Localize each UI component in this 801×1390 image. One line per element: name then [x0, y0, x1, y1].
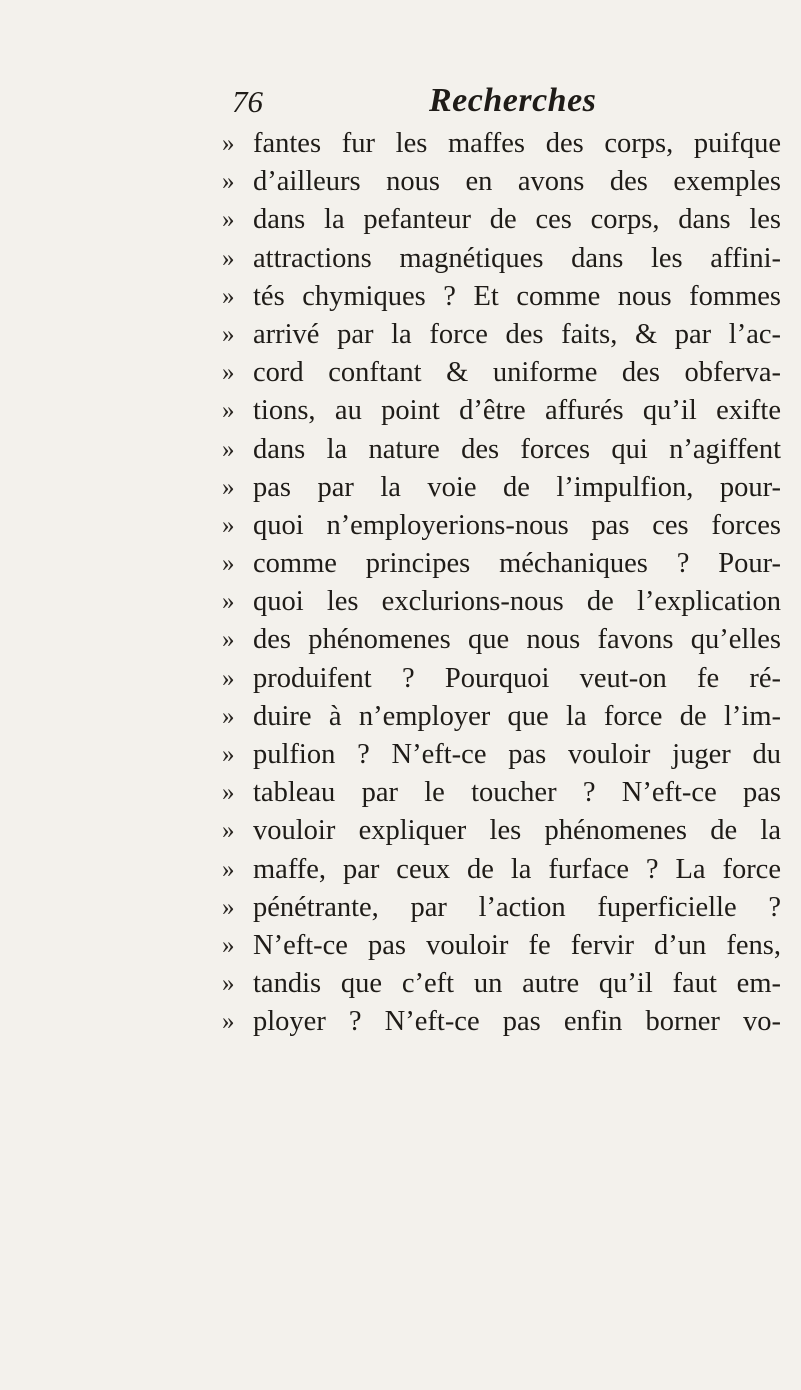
quotation-mark: »: [222, 817, 235, 845]
quotation-mark: »: [222, 1008, 235, 1036]
line-text: tableau par le toucher ? N’eft-ce pas: [253, 777, 781, 809]
line-text: des phénomenes que nous favons qu’elles: [253, 624, 781, 656]
line-text: ployer ? N’eft-ce pas enfin borner vo-: [253, 1006, 781, 1038]
quotation-mark: »: [222, 779, 235, 807]
text-line: [222, 889, 782, 927]
running-title: Recherches: [429, 82, 597, 119]
line-text: vouloir expliquer les phénomenes de la: [253, 815, 781, 847]
text-line: [222, 812, 782, 850]
page-number: 76: [232, 84, 263, 119]
line-text: duire à n’employer que la force de l’im-: [253, 700, 781, 732]
text-line: [222, 660, 782, 698]
text-line: [222, 278, 782, 316]
text-line: [222, 469, 782, 507]
quotation-mark: »: [222, 168, 235, 196]
text-line: [222, 621, 782, 659]
quotation-mark: »: [222, 588, 235, 616]
quotation-mark: »: [222, 206, 235, 234]
line-text: pas par la voie de l’impulfion, pour-: [253, 471, 781, 503]
quotation-mark: »: [222, 550, 235, 578]
line-text: fantes fur les maffes des corps, puifque: [253, 128, 781, 159]
quotation-mark: »: [222, 855, 235, 883]
quotation-mark: »: [222, 970, 235, 998]
quotation-mark: »: [222, 282, 235, 310]
text-line: [222, 927, 782, 965]
text-line: [222, 774, 782, 812]
quotation-mark: »: [222, 473, 235, 501]
line-text: dans la pefanteur de ces corps, dans les: [253, 204, 781, 236]
page-header: [232, 78, 632, 128]
line-text: tions, au point d’être affurés qu’il exifte: [253, 395, 781, 427]
line-text: produifent ? Pourquoi veut-on fe ré-: [253, 662, 781, 694]
line-text: quoi les exclurions-nous de l’explication: [253, 586, 781, 618]
quotation-mark: »: [222, 397, 235, 425]
line-text: maffe, par ceux de la furface ? La force: [253, 853, 781, 885]
line-text: quoi n’employerions-nous pas ces forces: [253, 509, 781, 541]
text-line: [222, 201, 782, 239]
quotation-mark: »: [222, 664, 235, 692]
text-line: [222, 125, 782, 163]
line-text: N’eft-ce pas vouloir fe fervir d’un fens,: [253, 929, 781, 961]
text-line: [222, 965, 782, 1003]
quotation-mark: »: [222, 893, 235, 921]
text-line: [222, 354, 782, 392]
text-line: [222, 316, 782, 354]
text-line: [222, 545, 782, 583]
text-line: [222, 736, 782, 774]
text-line: [222, 240, 782, 278]
text-line: [222, 1003, 782, 1041]
text-line: [222, 431, 782, 469]
line-text: tés chymiques ? Et comme nous fommes: [253, 280, 781, 312]
line-text: pulfion ? N’eft-ce pas vouloir juger du: [253, 739, 781, 770]
quotation-mark: »: [222, 511, 235, 539]
text-line: [222, 163, 782, 201]
text-line: [222, 698, 782, 736]
quotation-mark: »: [222, 702, 235, 730]
quotation-mark: »: [222, 320, 235, 348]
text-line: [222, 392, 782, 430]
line-text: dans la nature des forces qui n’agiffent: [253, 433, 781, 465]
line-text: attractions magnétiques dans les affini-: [253, 242, 781, 274]
quotation-mark: »: [222, 359, 235, 387]
quotation-mark: »: [222, 244, 235, 272]
text-line: [222, 851, 782, 889]
line-text: comme principes méchaniques ? Pour-: [253, 548, 781, 580]
quotation-mark: »: [222, 130, 235, 157]
quotation-mark: »: [222, 931, 235, 959]
text-line: [222, 507, 782, 545]
text-line: [222, 583, 782, 621]
quotation-mark: »: [222, 741, 235, 768]
quotation-mark: »: [222, 435, 235, 463]
quotation-mark: »: [222, 626, 235, 654]
line-text: cord conftant & uniforme des obferva-: [253, 357, 781, 389]
body-text: [222, 125, 782, 1042]
line-text: d’ailleurs nous en avons des exemples: [253, 166, 781, 198]
line-text: arrivé par la force des faits, & par l’ac-: [253, 318, 781, 350]
line-text: tandis que c’eft un autre qu’il faut em-: [253, 968, 781, 1000]
line-text: pénétrante, par l’action fuperficielle ?: [253, 891, 781, 923]
